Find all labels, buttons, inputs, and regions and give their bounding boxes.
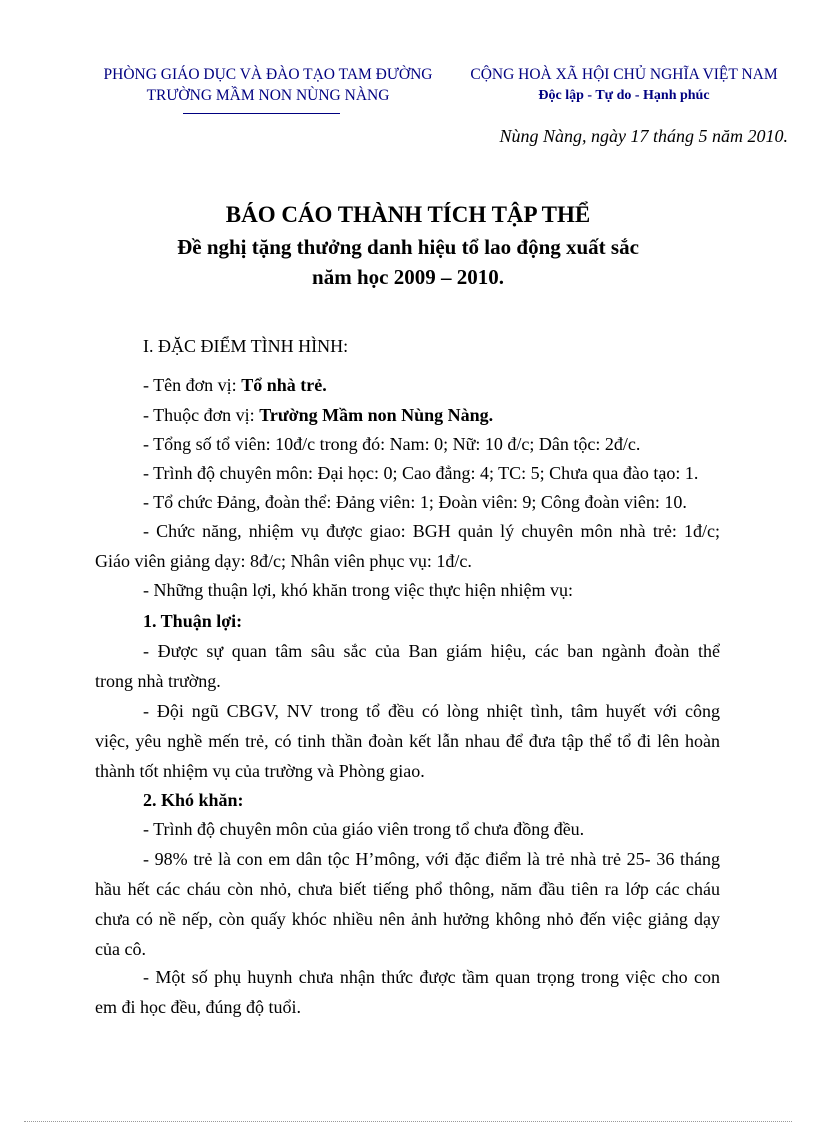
unit-value: Tổ nhà trẻ. [241,375,327,395]
page-bottom-border [24,1121,792,1122]
motto: Độc lập - Tự do - Hạnh phúc [538,88,710,103]
difficulty-3-line-1: - Một số phụ huynh chưa nhận thức được tầm quan trọng trong việc cho con [143,967,720,987]
parent-unit-row [95,405,720,426]
department-name: PHÒNG GIÁO DỤC VÀ ĐÀO TẠO TAM ĐƯỜNG [103,66,433,83]
pros-cons-intro: - Những thuận lợi, khó khăn trong việc thực hiện nhiệm vụ: [143,580,573,600]
national-motto [452,64,796,106]
parent-unit-label: - Thuộc đơn vị: [143,405,255,425]
organizations: - Tổ chức Đảng, đoàn thể: Đảng viên: 1; Đoàn viên: 9; Công đoàn viên: 10. [143,492,687,512]
country-name: CỘNG HOÀ XÃ HỘI CHỦ NGHĨA VIỆT NAM [470,66,778,83]
report-title: BÁO CÁO THÀNH TÍCH TẬP THỂ [225,202,591,227]
advantage-2-line-2: việc, yêu nghề mến trẻ, có tinh thần đoàn kết lẫn nhau để đưa tập thể tổ đi lên hoàn [95,731,720,751]
advantage-1-line-1: - Được sự quan tâm sâu sắc của Ban giám hiệu, các ban ngành đoàn thể [143,641,720,661]
section-heading: I. ĐẶC ĐIỂM TÌNH HÌNH: [143,336,349,356]
agency-underline [183,113,340,114]
school-name: TRƯỜNG MẦM NON NÙNG NÀNG [146,87,390,104]
school-year: năm học 2009 – 2010. [312,265,504,289]
issuing-agency [88,64,448,106]
difficulty-3-line-2: em đi học đều, đúng độ tuổi. [95,997,301,1017]
difficulty-2-line-3: chưa có nề nếp, còn quấy khóc nhiều nên ảnh hưởng không nhỏ đến việc giảng dạy [95,909,720,929]
difficulty-1: - Trình độ chuyên môn của giáo viên trong tổ chưa đồng đều. [143,819,585,839]
unit-label: - Tên đơn vị: [143,375,237,395]
qualification: - Trình độ chuyên môn: Đại học: 0; Cao đẳng: 4; TC: 5; Chưa qua đào tạo: 1. [143,463,699,483]
unit-row [95,375,720,396]
functions-line-1: - Chức năng, nhiệm vụ được giao: BGH quản lý chuyên môn nhà trẻ: 1đ/c; [143,521,720,541]
date-line: Nùng Nàng, ngày 17 tháng 5 năm 2010. [499,126,788,146]
parent-unit-value: Trường Mầm non Nùng Nàng. [259,405,494,425]
advantages-heading: 1. Thuận lợi: [143,611,243,631]
difficulties-heading: 2. Khó khăn: [143,790,244,810]
difficulty-2-line-4: của cô. [95,939,146,959]
advantage-1-line-2: trong nhà trường. [95,671,221,691]
advantage-2-line-3: thành tốt nhiệm vụ của trường và Phòng giao. [95,761,425,781]
difficulty-2-line-2: hầu hết các cháu còn nhỏ, chưa biết tiếng phổ thông, năm đầu tiên ra lớp các cháu [95,879,720,899]
functions-line-2: Giáo viên giảng dạy: 8đ/c; Nhân viên phục vụ: 1đ/c. [95,551,472,571]
report-subtitle: Đề nghị tặng thưởng danh hiệu tổ lao động xuất sắc [177,235,639,259]
staff-count: - Tổng số tổ viên: 10đ/c trong đó: Nam: 0; Nữ: 10 đ/c; Dân tộc: 2đ/c. [143,434,641,454]
difficulty-2-line-1: - 98% trẻ là con em dân tộc H’mông, với đặc điểm là trẻ nhà trẻ 25- 36 tháng [143,849,720,869]
advantage-2-line-1: - Đội ngũ CBGV, NV trong tổ đều có lòng nhiệt tình, tâm huyết với công [143,701,720,721]
